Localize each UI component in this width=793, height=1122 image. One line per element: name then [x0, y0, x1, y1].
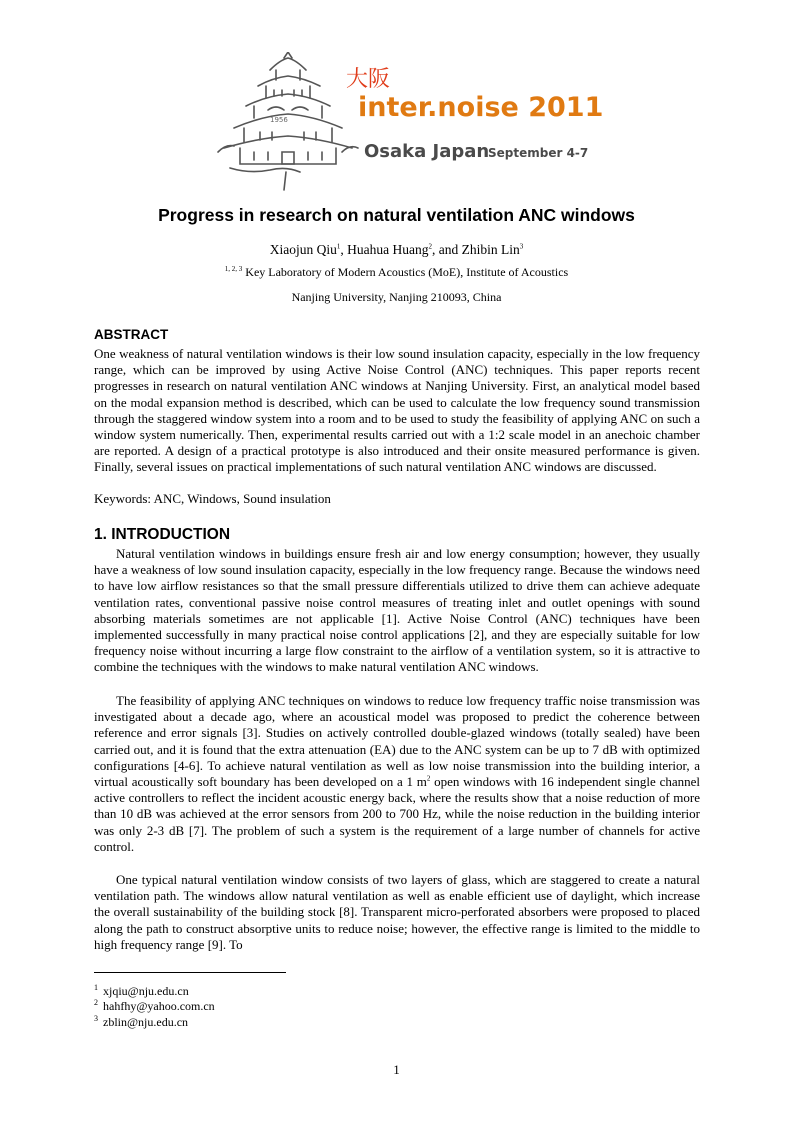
footnote-email[interactable]: zblin@nju.edu.cn [103, 1015, 189, 1029]
author-mark: 2 [428, 242, 432, 251]
intro-paragraph-1: Natural ventilation windows in buildings ensure fresh air and low energy consumption; however, they usually have a weakness of low sound insulation capacity, especially in the low frequency range. Because the windows need to have low airflow resistances so that the small pressure differentials utilized to drive them can achieve adequate ventilation rates, conventional passive noise control measures of treating inlet and outlet openings with sound absorbing materials sometimes are not applicable [1]. Active Noise Control (ANC) techniques have been implemented successfully in many practical noise control applications [2], and they are especially suitable for low frequency noise without incurring a large flow constraint to the airflow of a ventilation system, so it is attractive to combine the techniques with the windows to make natural ventilation ANC windows. [94, 546, 700, 675]
footnote-mark: 1 [94, 983, 98, 992]
abstract-heading: ABSTRACT [94, 327, 169, 342]
author-name: Zhibin Lin [461, 242, 520, 257]
page-number: 1 [393, 1062, 400, 1077]
intro-paragraph-2-end: open windows with 16 independent single channel active controllers to reflect the incident acoustic energy back, where the results show that a noise reduction of more than 10 dB was achieved at the error sensors from 200 to 700 Hz, while the noise reduction in the building interior was only 2-3 dB [7]. The problem of such a system is the requirement of a large number of channels for active control. [94, 774, 700, 854]
footnote-mark: 2 [94, 998, 98, 1007]
affiliation-address: Nanjing University, Nanjing 210093, China [291, 290, 502, 304]
logo-kanji: 大阪 [346, 67, 391, 92]
intro-paragraph-2 [94, 693, 700, 855]
paper-title: Progress in research on natural ventilation ANC windows [158, 205, 635, 225]
osaka-castle-icon [210, 52, 360, 192]
footnote-email[interactable]: hahfhy@yahoo.com.cn [103, 999, 215, 1013]
svg-text:1956: 1956 [270, 116, 288, 124]
intro-paragraph-3: One typical natural ventilation window consists of two layers of glass, which are staggered to create a natural ventilation path. The windows allow natural ventilation as well as enable efficient use of daylight, which increase the overall sustainability of the building stock [8]. Transparent micro-perforated absorbers were proposed to placed along the path to construct absorptive units to reduce noise; however, the effective range is limited to the middle to high frequency range [9]. To [94, 872, 700, 952]
author-mark: 1 [336, 242, 341, 251]
logo-location: Osaka Japan [364, 141, 490, 162]
abstract-text: One weakness of natural ventilation windows is their low sound insulation capacity, especially in the low frequency range, which can be improved by using Active Noise Control (ANC) techniques. This paper reports recent progresses in research on natural ventilation ANC windows at Nanjing University. First, an analytical model based on the modal expansion method is described, which can be used to calculate the low frequency sound transmission through the staggered window system into a room and to be used to study the feasibility of applying ANC on such a window system numerically. Then, experimental results carried out with a 1:2 scale model in an anechoic chamber are reported. A design of a practical prototype is also introduced and their onsite measured performance is given. Finally, several issues on practical implementations of such natural ventilation ANC windows are discussed. [94, 346, 700, 475]
intro-paragraph-2-start: The feasibility of applying ANC techniques on windows to reduce low frequency traffic noise transmission was investigated about a decade ago, where an acoustical model was proposed to predict the coherence between reference and error signals [3]. Studies on actively controlled double-glazed windows (totally sealed) have been carried out, and it is found that the extra attenuation (EA) due to the ANC system can be up to 7 dB with optimized configurations [4-6]. To achieve natural ventilation as well as low noise transmission into the building interior, a virtual acoustically soft boundary has been developed on a 1 m [94, 693, 700, 790]
affiliation-marks: 1, 2, 3 [224, 265, 243, 273]
superscript-squared: 2 [426, 774, 431, 783]
author-name: Huahua Huang [347, 242, 429, 257]
footnote [94, 1012, 188, 1029]
footnote-divider [94, 972, 286, 973]
author-mark: 3 [519, 242, 524, 251]
logo-title: inter.noise 2011 [358, 92, 604, 123]
footnote-mark: 3 [94, 1014, 98, 1023]
footnote-email[interactable]: xjqiu@nju.edu.cn [103, 984, 189, 998]
footnote [94, 996, 215, 1013]
author-separator: , [340, 242, 348, 257]
author-name: Xiaojun Qiu [269, 242, 337, 257]
logo-dates: September 4-7 [488, 146, 589, 160]
author-separator: , and [431, 242, 462, 257]
author-list [0, 242, 793, 258]
affiliation-text: Key Laboratory of Modern Acoustics (MoE), Institute of Acoustics [245, 265, 569, 279]
conference-logo [210, 52, 604, 192]
section-heading-introduction: 1. INTRODUCTION [94, 526, 231, 543]
affiliation [0, 265, 793, 280]
keywords: Keywords: ANC, Windows, Sound insulation [94, 491, 331, 506]
